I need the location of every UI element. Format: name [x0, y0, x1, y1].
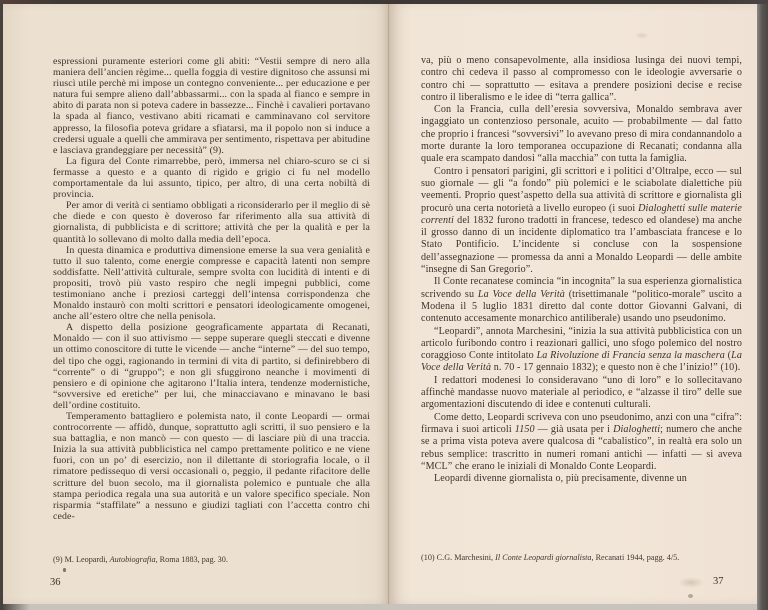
right-page-text	[421, 55, 742, 485]
paragraph	[53, 56, 370, 156]
text-run: Il Conte recanatese comincia “in incognita” la sua esperienza giornalistica scrivendo su	[421, 276, 742, 300]
left-page-text	[53, 56, 370, 522]
scan-edge-top	[0, 0, 768, 4]
text-run: “Leopardi”, annota Marchesini, “inizia la sua attività pubblicistica con un articolo furibondo contro i reazionari gallici, uno sfogo polemico del nostro coraggioso Conte intitolato	[421, 325, 742, 362]
paragraph	[421, 166, 742, 277]
scan-speck	[688, 594, 693, 598]
text-run: — già usata per i	[534, 423, 614, 435]
paragraph	[421, 473, 742, 485]
book-spine	[388, 4, 389, 604]
paragraph	[421, 276, 742, 325]
italic-text-run: Dialoghetti	[613, 423, 661, 435]
text-run: In questa dinamica e produttiva dimensione emerse la sua vera genialità e tutto il suo talento, come energie compresse e capacità latenti non sempre soddisfatte. Nell’attività culturale, sempre svolta con lucidità di intenti e di propositi, trovò più vasto respiro che negli impegni pubblici, come testimoniano anche i preziosi carteggi dell’intensa corrispondenza che Monaldo instaurò con molti scrittori e pensatori ideologicamente omogenei, anche all’estero oltre che nella penisola.	[53, 244, 370, 323]
text-run: La figura del Conte rimarrebbe, però, immersa nel chiaro-scuro se ci si fermasse a questo e a quanto di rigido e grigio ci fu nel modello comportamentale da lui assunto, tipico, per altro, di una certa nobiltà di provincia.	[53, 155, 370, 201]
paragraph	[53, 245, 370, 323]
scan-smudge	[678, 577, 704, 588]
paragraph	[53, 322, 370, 411]
paragraph	[421, 375, 742, 412]
left-page	[3, 4, 388, 604]
italic-text-run: 1150	[514, 423, 535, 435]
text-run: del 1832 furono tradotti in francese, tedesco ed olandese) ma anche il grosso danno di un incidente diplomatico tra l’ambasciata francese e lo Stato Pontificio. L’incidente si concluse con la sospensione dell’assegnazione — promessa da anni a Monaldo Leopardi — delle ambite “insegne di San Gregorio”.	[421, 214, 742, 276]
text-run: (	[724, 350, 732, 362]
text-run: Leopardi divenne giornalista o, più precisamente, divenne un	[434, 473, 687, 485]
text-run: Come detto, Leopardi scriveva con uno pseudonimo, anzi con una “cifra”: firmava i suoi articoli	[421, 411, 742, 435]
paragraph	[53, 156, 370, 200]
text-run: espressioni puramente esteriori come gli abiti: “Vestii sempre di nero alla maniera dell’ancien règime... quella foggia di vestire dignitoso che assunsi mi riuscì utile perchè mi impose un contegno conveniente... per educazione e per natura fui sempre alieno dall’abbassarmi... con la spada al fianco e sempre in abito di parata non si poteva cadere in bassezze... Finchè i cavalieri portavano la spada al fianco, vestivano abiti ricamati e camminavano col servitore appresso, la filosofia poteva gridare a sfiatarsi, ma il popolo non si induce a credersi uguale a quelli che ammirava per sentimento, rispettava per abitudine e lasciava grandeggiare per necessità” (9).	[53, 56, 370, 156]
paragraph	[53, 411, 370, 522]
text-run: (9) M. Leopardi,	[53, 555, 110, 564]
text-run: Per amor di verità ci sentiamo obbligati a riconsiderarlo per il meglio di sè che diede e con questo è doveroso far riferimento alla sua attività di giornalista, di pubblicista e di scrittore; attività che per la qualità e per la quantità lo sollevano di molto dalla media dell’epoca.	[53, 200, 370, 245]
italic-text-run: Dialoghetti sulle materie correnti	[421, 202, 742, 226]
scan-edge-right	[757, 0, 768, 610]
text-run: I redattori modenesi lo consideravano “uno di loro” e lo sollecitavano affinchè mandasse nuovo materiale al periodico, e “alzasse il tiro” delle sue argomentazioni discutendo di idee e contenuti culturali.	[421, 374, 742, 411]
text-run: n. 70 - 17 gennaio 1832); e questo non è che l’inizio!” (10).	[491, 362, 741, 374]
text-run: Con la Francia, culla dell’eresia sovversiva, Monaldo sembrava aver ingaggiato un contenzioso personale, acuito — probabilmente — dal fatto che proprio i francesi “sovversivi” lo avevano preso di mira condannandolo a morte durante la loro temporanea occupazione di Recanati; condanna alla quale era scampato dandosi “alla macchia” con tutta la famiglia.	[421, 104, 742, 165]
page-number-left: 36	[50, 577, 61, 588]
left-page-footnote	[53, 555, 370, 565]
text-run: Recanati 1944, pagg. 4/5.	[593, 553, 680, 562]
text-run: va, più o meno consapevolmente, alla insidiosa lusinga dei nuovi tempi, contro chi cedeva il passo al compromesso con le ideologie avversarie o contro chi — soprattutto — esitava a prendere posizioni decise e recise contro il liberalismo e le idee di “terra gallica”.	[421, 55, 742, 103]
italic-text-run: La Voce della Verità	[421, 350, 743, 374]
italic-text-run: La Rivoluzione di Francia senza la maschera	[536, 350, 725, 362]
text-run: (trisettimanale “politico-morale” uscito a Modena il 5 luglio 1831 diretto dal conte dottor Giovanni Galvani, di contenuto accesamente monarchico antiliberale) usando uno pseudonimo.	[421, 288, 742, 325]
text-run: Roma 1883, pag. 30.	[157, 555, 228, 564]
paragraph	[421, 104, 742, 165]
scan-smudge	[635, 32, 649, 39]
text-run: A dispetto della posizione geograficamente appartata di Recanati, Monaldo — con il suo attivismo — seppe superare quegli steccati e divenne un ottimo conoscitore di tutte le vicende — anche “interne” — del suo tempo, del tipo che oggi, ragionando in termini di vita di partito, si definirebbero di “corrente” o di “gruppo”; e non gli sfuggirono neanche i movimenti di pensiero e di opinione che agitarono l’Italia intera, tendenze modernistiche, “sovversive ed eretiche” per lui, che minacciavano e minavano le basi dell’ordine costituito.	[53, 322, 370, 411]
right-page-footnote	[421, 553, 742, 563]
scan-edge-left	[0, 0, 3, 610]
right-page	[388, 4, 757, 604]
paragraph	[421, 412, 742, 473]
text-run: ; numero che anche se a prima vista poteva avere qualcosa di “cabalistico”, in realtà era solo un rebus semplice: trascritto in numeri romani antichi — infatti — si aveva “MCL” che erano le iniziali di Monaldo Conte Leopardi.	[421, 423, 742, 472]
paragraph	[53, 555, 370, 565]
italic-text-run: Autobiografia,	[109, 555, 158, 564]
paragraph	[421, 326, 742, 375]
text-run: Contro i pensatori parigini, gli scrittori e i politici d’Oltralpe, ecco — sul suo giornale — gli “a fondo” più polemici e le sciabolate dialettiche più veementi. Proprio quest’aspetto della sua attività di scrittore e giornalista gli procurò una certa notorietà a livello europeo (i suoi	[421, 165, 742, 214]
italic-text-run: La Voce della Verità	[477, 288, 565, 300]
scan-edge-bottom	[0, 604, 768, 610]
text-run: Temperamento battagliero e polemista nato, il conte Leopardi — ormai controcorrente — affidò, dunque, soprattutto agli scritti, il suo pensiero e la sua battaglia, e non mancò — con questo — di lasciare più di una traccia. Inizia la sua attività pubblicistica nel campo prettamente politico e ne viene fuori, con un po’ di esercizio, non il dilettante di storiografia locale, o il rimatore pedissequo di versi occasionali o, peggio, il pedante rifacitore delle scritture del buon secolo, ma il giornalista polemico e puntuale che alla stampa periodica regala una sua autorità e un valore specifico speciale. Non risparmia “staffilate” a nessuno e giudizi tagliati con l’accetta contro chi cede-	[53, 411, 370, 522]
scan-speck	[63, 568, 66, 572]
paragraph	[53, 200, 370, 244]
italic-text-run: Il Conte Leopardi giornalista,	[495, 553, 594, 562]
paragraph	[421, 553, 742, 563]
paragraph	[421, 55, 742, 104]
page-spread	[3, 4, 757, 604]
text-run: (10) C.G. Marchesini,	[421, 553, 496, 562]
page-number-right: 37	[713, 576, 724, 587]
